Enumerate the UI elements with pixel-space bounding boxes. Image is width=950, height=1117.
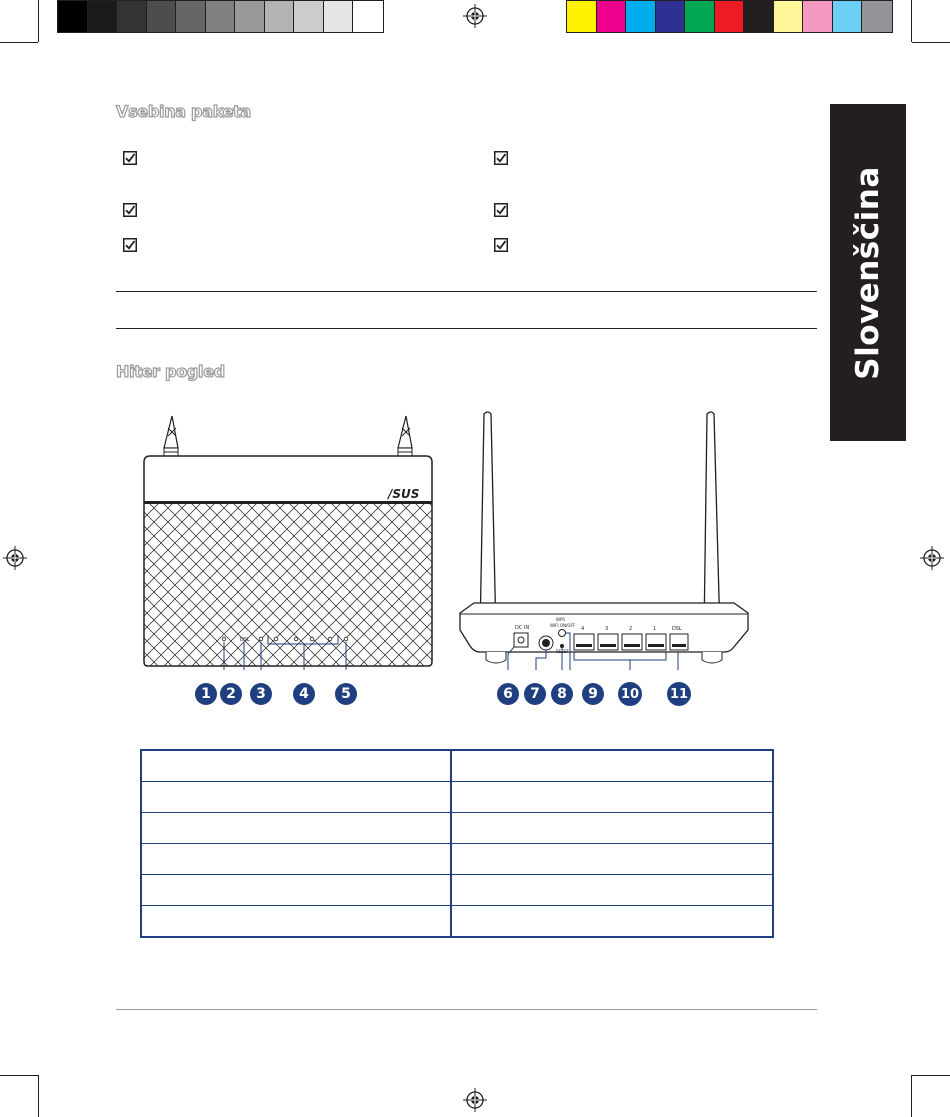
table-cell — [451, 906, 773, 938]
front-dsl-label: DSL — [240, 637, 250, 643]
callout-9: 9 — [582, 683, 604, 705]
crop-mark — [0, 42, 38, 43]
front-left-antenna — [164, 416, 178, 458]
wps-label: WPS — [556, 617, 565, 622]
checkbox-checked-icon — [123, 151, 137, 165]
callout-3: 3 — [250, 683, 272, 705]
note-divider-bottom — [116, 328, 817, 329]
table-cell — [451, 813, 773, 844]
checkbox-checked-icon — [494, 203, 508, 217]
registration-mark-icon — [463, 4, 487, 28]
registration-mark-icon — [463, 1088, 487, 1112]
grayscale-color-bar — [57, 0, 384, 33]
quick-look-heading: Hiter pogled — [116, 362, 225, 381]
crop-mark — [911, 0, 912, 42]
table-cell — [141, 844, 451, 875]
table-cell — [141, 875, 451, 906]
table-cell — [451, 782, 773, 813]
lan-label-4: 4 — [581, 626, 585, 632]
checkbox-checked-icon — [494, 238, 508, 252]
dc-in-label: DC IN — [515, 625, 530, 631]
crop-mark — [0, 1075, 38, 1076]
table-cell — [451, 750, 773, 782]
lan-label-2: 2 — [629, 626, 633, 632]
registration-mark-icon — [3, 546, 27, 570]
dsl-port-label: DSL — [672, 626, 682, 632]
crop-mark — [912, 42, 950, 43]
crop-mark — [912, 1075, 950, 1076]
table-row — [141, 875, 773, 906]
front-right-antenna — [398, 416, 412, 458]
checkbox-checked-icon — [494, 151, 508, 165]
callout-6: 6 — [497, 683, 519, 705]
crop-mark — [38, 0, 39, 42]
note-divider-top — [116, 291, 817, 292]
language-tab — [830, 104, 906, 441]
crop-mark — [38, 1075, 39, 1117]
callout-1: 1 — [195, 683, 217, 705]
checkbox-checked-icon — [123, 203, 137, 217]
table-cell — [141, 750, 451, 782]
callout-5: 5 — [335, 683, 357, 705]
checkbox-checked-icon — [123, 238, 137, 252]
table-row — [141, 782, 773, 813]
table-cell — [451, 844, 773, 875]
lan-label-3: 3 — [605, 626, 609, 632]
table-cell — [141, 782, 451, 813]
crop-mark — [911, 1075, 912, 1117]
table-row — [141, 906, 773, 938]
router-front-illustration — [140, 410, 436, 670]
callout-2: 2 — [220, 683, 242, 705]
callout-4: 4 — [293, 683, 315, 705]
router-rear-illustration — [458, 408, 750, 670]
process-color-bar — [566, 0, 893, 33]
callout-7: 7 — [524, 683, 546, 705]
callout-8: 8 — [551, 683, 573, 705]
table-cell — [451, 875, 773, 906]
table-cell — [141, 813, 451, 844]
reset-label: RESET — [556, 649, 569, 654]
table-row — [141, 750, 773, 782]
router-brand-logo: /SUS — [388, 487, 420, 501]
table-cell — [141, 906, 451, 938]
footer-divider — [116, 1009, 817, 1010]
callout-10: 10 — [618, 682, 642, 706]
ports-table — [140, 749, 774, 938]
table-row — [141, 813, 773, 844]
table-row — [141, 844, 773, 875]
wifi-onoff-label: WIFI ON/OFF — [550, 623, 576, 628]
lan-label-1: 1 — [653, 626, 657, 632]
package-contents-heading: Vsebina paketa — [116, 102, 252, 121]
callout-11: 11 — [667, 682, 691, 706]
language-tab-label: Slovenščina — [850, 165, 886, 380]
registration-mark-icon — [920, 546, 944, 570]
